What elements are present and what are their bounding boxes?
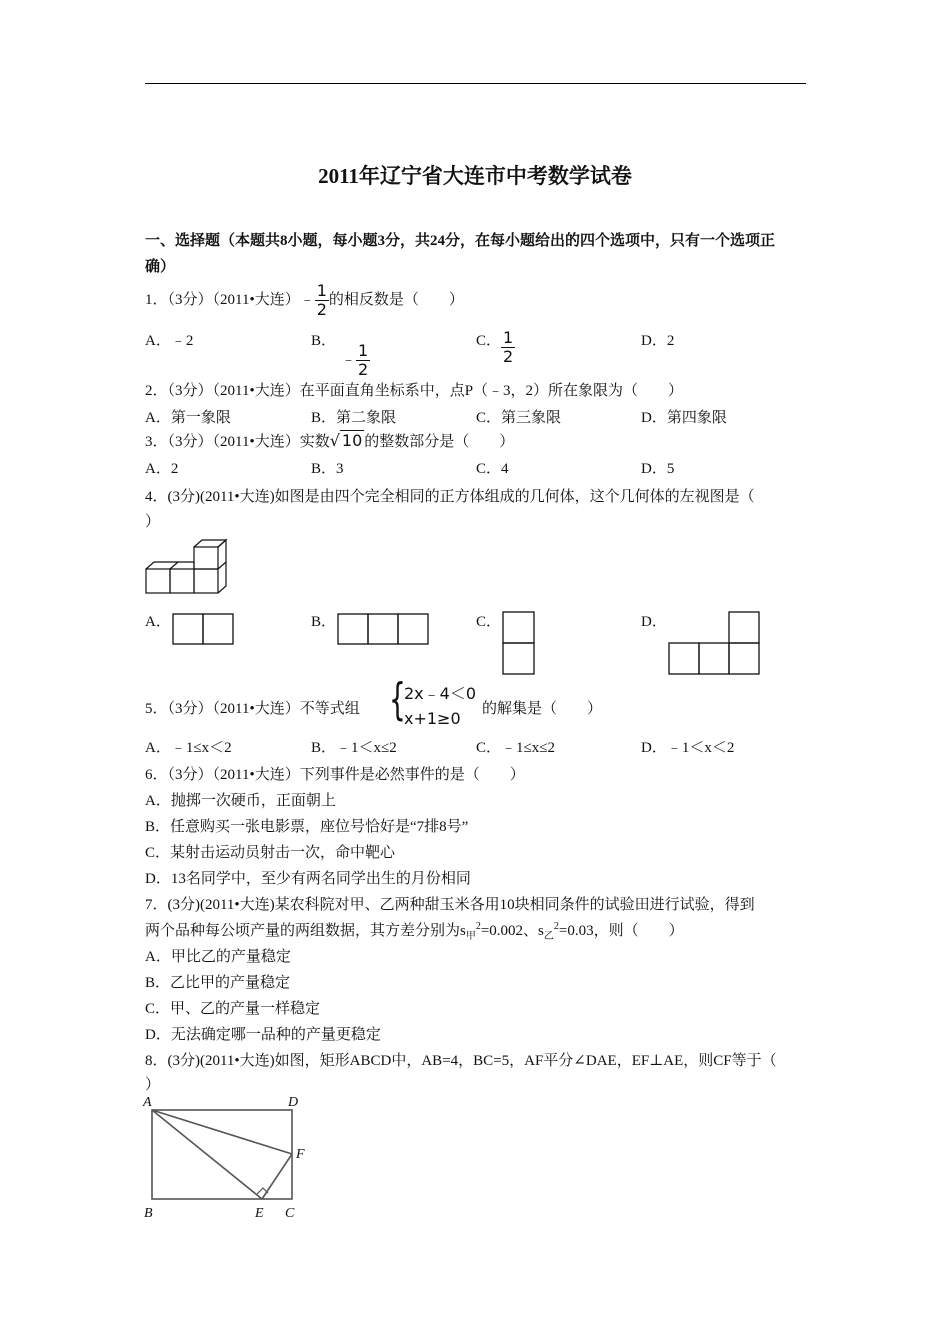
question-2-stem: 2．（3分）（2011•大连）在平面直角坐标系中，点P（﹣3，2）所在象限为（ ） bbox=[145, 383, 684, 399]
q1-c-den: 2 bbox=[503, 347, 514, 366]
q1-option-b-value bbox=[341, 342, 370, 379]
q4-option-b-figure bbox=[337, 612, 431, 646]
q1-b-label: B． bbox=[311, 333, 337, 349]
q8-label-b: B bbox=[144, 1206, 153, 1221]
question-4-stem: 4．(3分)(2011•大连)如图是由四个完全相同的正方体组成的几何体，这个几何体的左视图是（ bbox=[145, 489, 755, 505]
question-8-stem-cont: ） bbox=[145, 1077, 161, 1093]
q7-text-a: 两个品种每公顷产量的两组数据，其方差分别为s bbox=[145, 923, 466, 939]
q1-option-c[interactable] bbox=[476, 329, 515, 366]
q1-option-b[interactable] bbox=[311, 329, 336, 350]
q7-text-c: =0.03，则（ ） bbox=[558, 923, 684, 939]
q5-prefix: 5．（3分）（2011•大连）不等式组 bbox=[145, 701, 360, 717]
q3-option-b[interactable]: B．3 bbox=[311, 461, 344, 477]
q8-rectangle-figure bbox=[140, 1092, 320, 1227]
q7-option-a[interactable]: A．甲比乙的产量稳定 bbox=[145, 949, 291, 965]
q1-prefix: 1．（3分）（2011•大连） bbox=[145, 291, 300, 308]
q4-option-a[interactable]: A． bbox=[145, 614, 171, 630]
q7-option-c[interactable]: C．甲、乙的产量一样稳定 bbox=[145, 1001, 321, 1017]
q4-solid-figure bbox=[145, 538, 230, 598]
q6-option-a[interactable]: A．抛掷一次硬币，正面朝上 bbox=[145, 793, 336, 809]
q4-option-a-figure bbox=[172, 612, 236, 646]
q4-option-d-figure bbox=[668, 611, 762, 675]
q1-b-num: 1 bbox=[358, 341, 369, 360]
q2-option-d[interactable]: D．第四象限 bbox=[641, 410, 727, 426]
q8-label-e: E bbox=[255, 1206, 264, 1221]
q6-option-b[interactable]: B．任意购买一张电影票，座位号恰好是“7排8号” bbox=[145, 819, 469, 835]
q5-option-d[interactable]: D．﹣1＜x＜2 bbox=[641, 740, 735, 756]
q4-option-c[interactable]: C． bbox=[476, 614, 502, 630]
q3-suffix: 的整数部分是（ ） bbox=[364, 434, 515, 450]
q7-sub-jia: 甲 bbox=[465, 931, 476, 942]
q1-frac-num: 1 bbox=[316, 281, 327, 300]
q7-sup-2: 2 bbox=[553, 921, 559, 932]
q5-inequality-1: 2x﹣4＜0 bbox=[404, 684, 477, 703]
q2-option-b[interactable]: B．第二象限 bbox=[311, 410, 397, 426]
q1-frac-den: 2 bbox=[316, 300, 327, 319]
q1-b-fraction bbox=[356, 342, 370, 379]
q3-option-c[interactable]: C．4 bbox=[476, 461, 509, 477]
q4-option-b[interactable]: B． bbox=[311, 614, 337, 630]
question-6-stem: 6．（3分）（2011•大连）下列事件是必然事件的是（ ） bbox=[145, 767, 525, 783]
q3-option-a[interactable]: A．2 bbox=[145, 461, 179, 477]
question-7-stem: 7．(3分)(2011•大连)某农科院对甲、乙两种甜玉米各用10块相同条件的试验田进行试验，得到 bbox=[145, 897, 755, 913]
q8-label-d: D bbox=[288, 1095, 299, 1110]
top-rule bbox=[145, 83, 806, 84]
q5-option-a[interactable]: A．﹣1≤x＜2 bbox=[145, 740, 232, 756]
q6-option-c[interactable]: C．某射击运动员射击一次，命中靶心 bbox=[145, 845, 396, 861]
q5-suffix: 的解集是（ ） bbox=[482, 701, 603, 717]
q3-sqrt: √ 10 bbox=[329, 431, 363, 450]
q1-c-fraction bbox=[501, 329, 515, 366]
question-8-stem: 8．(3分)(2011•大连)如图，矩形ABCD中，AB=4，BC=5，AF平分∠DAE，EF⊥AE，则CF等于（ bbox=[145, 1053, 777, 1069]
q7-option-d[interactable]: D．无法确定哪一品种的产量更稳定 bbox=[145, 1027, 381, 1043]
q7-option-b[interactable]: B．乙比甲的产量稳定 bbox=[145, 975, 291, 991]
q4-option-c-figure bbox=[502, 611, 536, 675]
q2-option-a[interactable]: A．第一象限 bbox=[145, 410, 231, 426]
section-heading-cont: 确） bbox=[145, 259, 176, 275]
q3-prefix: 3．（3分）（2011•大连）实数 bbox=[145, 434, 330, 450]
q1-option-d[interactable]: D．2 bbox=[641, 333, 675, 349]
question-3-stem bbox=[145, 430, 514, 451]
q8-label-c: C bbox=[285, 1206, 295, 1221]
q1-fraction bbox=[315, 282, 329, 319]
q5-inequality-2: x+1≥0 bbox=[404, 709, 461, 728]
question-7-stem-line2 bbox=[145, 919, 684, 942]
q2-option-c[interactable]: C．第三象限 bbox=[476, 410, 562, 426]
q1-suffix: 的相反数是（ ） bbox=[328, 291, 464, 308]
q3-option-d[interactable]: D．5 bbox=[641, 461, 675, 477]
question-1-stem bbox=[145, 282, 464, 319]
q5-option-b[interactable]: B．﹣1＜x≤2 bbox=[311, 740, 397, 756]
page-title: 2011年辽宁省大连市中考数学试卷 bbox=[318, 164, 632, 188]
q7-text-b: =0.002、s bbox=[480, 923, 544, 939]
q1-b-sign: ﹣ bbox=[341, 351, 357, 368]
q3-radicand: 10 bbox=[341, 431, 363, 450]
q1-b-den: 2 bbox=[358, 360, 369, 379]
q8-label-f: F bbox=[296, 1147, 305, 1162]
q1-option-a[interactable]: A．﹣2 bbox=[145, 333, 194, 349]
section-heading: 一、选择题（本题共8小题，每小题3分，共24分，在每小题给出的四个选项中，只有一个选项正 bbox=[145, 233, 776, 249]
q7-sub-yi: 乙 bbox=[543, 931, 554, 942]
q8-label-a: A bbox=[143, 1095, 152, 1110]
q1-c-num: 1 bbox=[503, 328, 514, 347]
question-4-stem-cont: ） bbox=[145, 514, 161, 530]
q6-option-d[interactable]: D．13名同学中，至少有两名同学出生的月份相同 bbox=[145, 871, 471, 887]
q7-sup-1: 2 bbox=[475, 921, 481, 932]
q1-c-label: C． bbox=[476, 333, 502, 349]
q5-option-c[interactable]: C．﹣1≤x≤2 bbox=[476, 740, 555, 756]
q4-option-d[interactable]: D． bbox=[641, 614, 667, 630]
q1-sign: ﹣ bbox=[299, 291, 315, 308]
q5-brace: { bbox=[389, 674, 406, 725]
